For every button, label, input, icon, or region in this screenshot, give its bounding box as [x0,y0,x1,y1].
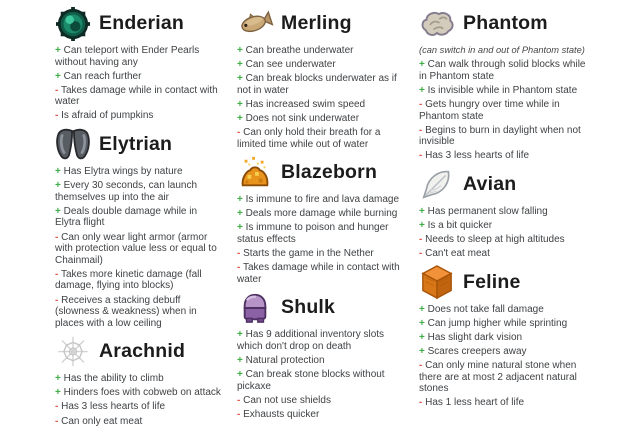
plus-sign: + [237,45,243,56]
column-3 [419,5,588,409]
minus-sign: - [237,394,241,406]
trait-list [55,166,224,329]
trait-text: Deals more damage while burning [245,208,398,220]
plus-sign: + [237,355,243,367]
trait-text: Deals double damage while in Elytra flight [55,205,198,229]
minus-sign: - [419,150,423,162]
origin-header [237,155,406,190]
minus-sign: - [419,124,423,136]
trait-text: Has 3 less hearts of life [425,150,530,162]
trait-positive [55,166,224,178]
trait-positive [237,222,406,245]
trait-positive [237,208,406,220]
trait-negative [419,360,588,395]
minus-sign: - [419,98,423,110]
trait-text: Receives a stacking debuff (slowness & weakness) when in places with a low ceiling [55,294,197,329]
plus-sign: + [419,317,425,329]
trait-list [419,206,588,260]
trait-negative [237,127,406,150]
trait-positive [237,369,406,392]
trait-text: Every 30 seconds, can launch themselves up into the air [55,180,198,203]
trait-text: Takes damage while in contact with water [55,84,218,108]
minus-sign: - [55,401,59,413]
trait-negative [419,99,588,122]
plus-sign: + [55,387,61,399]
origin-title: Phantom [463,12,548,34]
trait-text: Natural protection [245,355,325,367]
trait-negative [237,262,406,285]
trait-positive [237,194,406,206]
plus-sign: + [419,84,425,96]
plus-sign: + [237,112,243,124]
phantom-membrane-icon [419,6,454,41]
origin-note: (can switch in and out of Phantom state) [419,45,585,55]
plus-sign: + [237,222,243,234]
ender-eye-icon [55,6,90,41]
trait-negative [55,110,224,122]
trait-negative [237,395,406,407]
origin-header [55,6,224,41]
trait-positive [237,329,406,352]
trait-negative [419,234,588,246]
elytra-icon [55,127,90,162]
plus-sign: + [55,180,61,192]
minus-sign: - [55,268,59,280]
trait-text: Takes more kinetic damage (fall damage, flying into blocks) [55,268,202,292]
trait-positive [237,73,406,96]
trait-positive [55,387,224,399]
trait-text: Starts the game in the Nether [243,248,374,260]
plus-sign: + [55,45,61,56]
trait-list [237,329,406,420]
origin-section-feline [419,265,588,409]
feather-icon [419,167,454,202]
trait-text: Has 1 less heart of life [425,397,525,409]
trait-positive [55,180,224,203]
trait-text: Can not use shields [243,394,331,406]
origin-section-elytrian [55,127,224,329]
trait-positive [55,71,224,83]
plus-sign: + [55,205,61,217]
minus-sign: - [55,415,59,427]
trait-positive [419,318,588,330]
minus-sign: - [237,262,241,274]
trait-negative [55,401,224,413]
trait-text: Can break stone blocks without pickaxe [237,369,385,392]
trait-positive [419,59,588,82]
plus-sign: + [55,166,61,178]
trait-text: Can teleport with Ender Pearls without having any [55,45,200,68]
plus-sign: + [419,59,425,71]
trait-list [237,45,406,150]
plus-sign: + [237,59,243,71]
trait-text: Can't eat meat [425,248,490,260]
origin-title: Arachnid [99,340,186,363]
plus-sign: + [419,205,425,217]
trait-positive [237,45,406,57]
trait-text: Begins to burn in daylight when not invisible [419,124,581,148]
trait-positive [419,220,588,232]
trait-positive [419,85,588,97]
minus-sign: - [419,397,423,409]
minus-sign: - [55,110,59,122]
trait-positive [419,206,588,218]
minus-sign: - [237,127,241,139]
origin-header [55,127,224,162]
origin-header [419,167,588,202]
trait-negative [237,248,406,260]
trait-text: Has permanent slow falling [427,205,548,217]
trait-text: Can jump higher while sprinting [427,317,568,329]
trait-negative [419,397,588,409]
trait-positive [237,355,406,367]
origin-title: Feline [463,270,521,293]
trait-negative [55,416,224,427]
origin-section-merling [237,6,406,150]
trait-positive [55,373,224,385]
origin-section-enderian [55,6,224,122]
trait-negative [419,248,588,260]
trait-text: Scares creepers away [427,346,527,358]
trait-text: Can only mine natural stone when there are at most 2 adjacent natural stones [419,360,577,395]
origin-header [237,290,406,325]
trait-text: Can walk through solid blocks while in Phantom state [419,59,586,82]
trait-text: Needs to sleep at high altitudes [425,234,565,246]
orange-block-icon [419,265,454,300]
trait-text: Has the ability to climb [63,373,164,385]
minus-sign: - [237,248,241,260]
trait-list [55,45,224,122]
trait-text: Does not take fall damage [427,303,544,315]
trait-text: Is invisible while in Phantom state [427,84,578,96]
column-1 [55,5,224,427]
trait-positive [419,346,588,358]
trait-text: Is a bit quicker [427,220,493,231]
fish-icon [237,6,272,41]
trait-text: Hinders foes with cobweb on attack [63,387,221,399]
cobweb-icon [55,334,90,369]
trait-negative [419,125,588,148]
trait-list [419,304,588,409]
blaze-powder-icon [237,155,272,190]
plus-sign: + [237,73,243,85]
plus-sign: + [419,331,425,343]
origin-header [419,265,588,300]
origin-title: Blazeborn [281,161,378,184]
trait-text: Is afraid of pumpkins [61,110,154,122]
origin-section-phantom [419,6,588,162]
origin-header [55,334,224,369]
trait-negative [55,295,224,330]
trait-negative [55,232,224,267]
origin-title: Elytrian [99,133,173,156]
origin-section-blazeborn [237,155,406,285]
trait-positive [419,304,588,316]
trait-negative [237,409,406,421]
plus-sign: + [237,369,243,381]
trait-text: Has 9 additional inventory slots which don't drop on death [237,329,385,352]
minus-sign: - [419,360,423,372]
trait-positive [237,113,406,125]
trait-text: Can reach further [63,70,142,82]
trait-negative [419,150,588,162]
trait-text: Has slight dark vision [427,331,523,343]
trait-negative [55,269,224,292]
plus-sign: + [237,329,243,341]
trait-text: Can break blocks underwater as if not in water [237,73,397,96]
column-2 [237,5,406,420]
trait-list [55,373,224,427]
trait-positive [237,99,406,111]
origin-section-arachnid [55,334,224,427]
trait-text: Is immune to fire and lava damage [245,194,400,206]
trait-text: Exhausts quicker [243,408,320,420]
trait-text: Has 3 less hearts of life [61,401,166,413]
trait-positive [55,45,224,68]
trait-list [237,194,406,285]
trait-text: Can see underwater [245,59,336,71]
minus-sign: - [55,84,59,96]
origin-title: Enderian [99,12,185,34]
plus-sign: + [419,303,425,315]
trait-text: Does not sink underwater [245,112,360,124]
plus-sign: + [419,220,425,231]
minus-sign: - [55,231,59,243]
shulker-shell-icon [237,290,272,325]
trait-text: Is immune to poison and hunger status effects [237,222,389,246]
trait-positive [237,59,406,71]
origin-header [237,6,406,41]
trait-negative [55,85,224,108]
plus-sign: + [237,98,243,110]
plus-sign: + [55,70,61,82]
plus-sign: + [237,208,243,220]
trait-text: Has increased swim speed [245,98,366,110]
trait-text: Takes damage while in contact with water [237,262,400,285]
origin-title: Merling [281,12,352,34]
origin-section-avian [419,167,588,260]
trait-text: Can only wear light armor (armor with protection value less or equal to Chainmail) [55,231,217,266]
origin-section-shulk [237,290,406,420]
minus-sign: - [55,294,59,306]
trait-positive [419,332,588,344]
trait-positive [55,206,224,229]
origin-title: Avian [463,172,517,195]
minus-sign: - [237,408,241,420]
origin-title: Shulk [281,296,336,319]
trait-text: Can breathe underwater [245,45,354,56]
plus-sign: + [55,373,61,385]
minus-sign: - [419,234,423,246]
plus-sign: + [237,194,243,206]
trait-text: Gets hungry over time while in Phantom state [419,98,560,122]
trait-list [419,59,588,162]
trait-text: Has Elytra wings by nature [63,166,183,178]
minus-sign: - [419,248,423,260]
trait-text: Can only eat meat [61,415,143,427]
plus-sign: + [419,346,425,358]
origin-header [419,6,588,41]
columns-container [55,5,588,427]
trait-text: Can only hold their breath for a limited time while out of water [237,127,381,150]
